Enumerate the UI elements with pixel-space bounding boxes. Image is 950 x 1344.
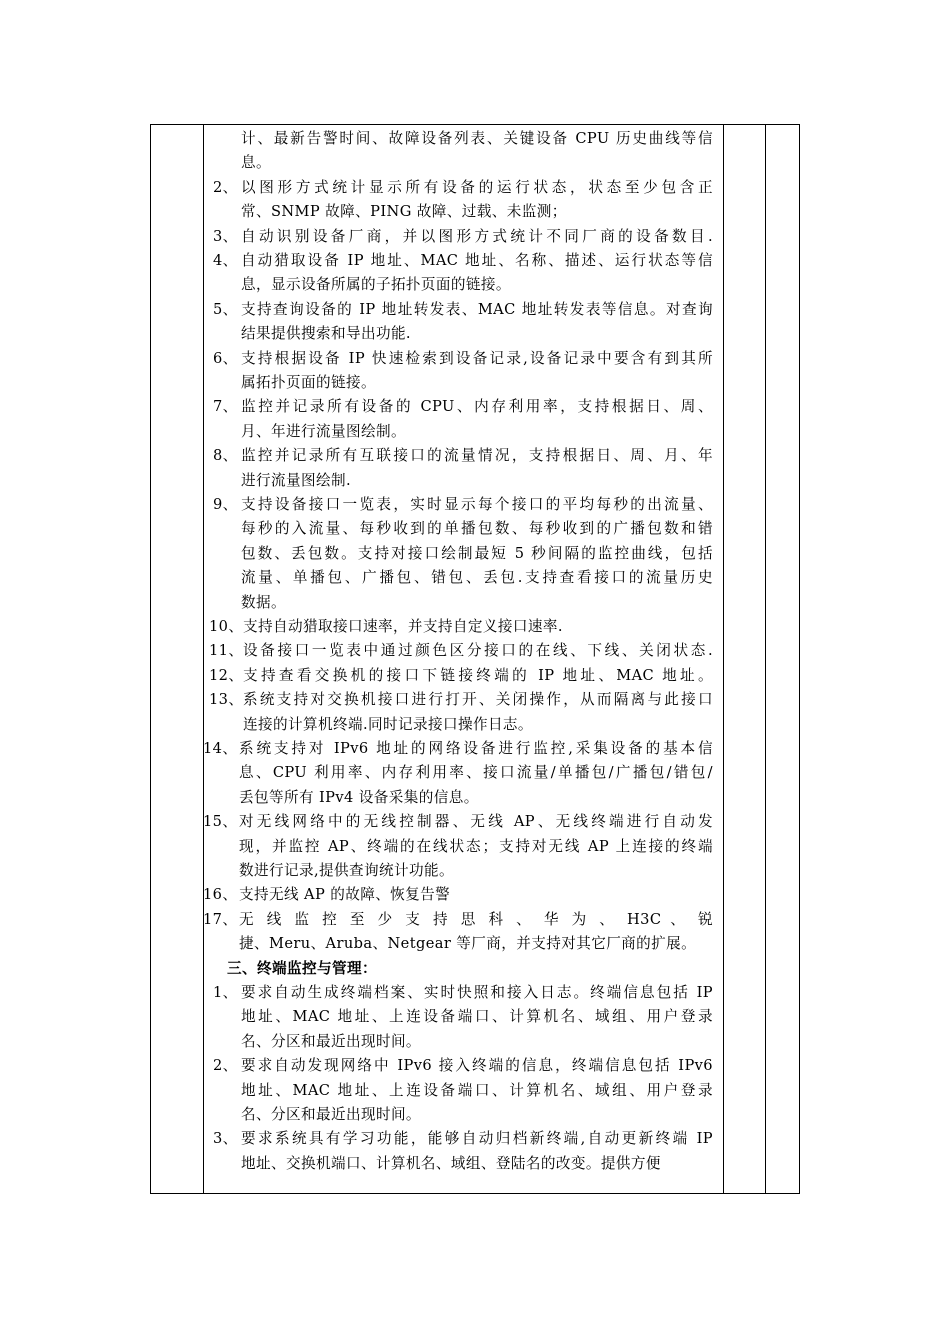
list-item-text: 息，显示设备所属的子拓扑页面的链接。 (241, 276, 511, 294)
list-item-line (203, 810, 723, 834)
list-item-text: 属拓扑页面的链接。 (241, 374, 376, 391)
list-item-line (203, 347, 723, 371)
list-item-number: 14、 (203, 740, 238, 757)
list-item-line (203, 761, 723, 785)
list-item-text: 要求系统具有学习功能，能够自动归档新终端,自动更新终端 IP (241, 1130, 713, 1148)
list-item-line (203, 1127, 723, 1151)
list-item-number: 5、 (213, 300, 238, 318)
list-item-text: 捷、Meru、Aruba、Netgear 等厂商，并支持对其它厂商的扩展。 (239, 935, 697, 953)
list-item-number: 2、 (213, 1057, 238, 1075)
list-item-number: 11、 (209, 642, 244, 660)
list-item-line (203, 176, 723, 200)
list-item-number: 3、 (213, 1130, 238, 1148)
list-item-line (203, 737, 723, 761)
list-item-text: 支持无线 AP 的故障、恢复告警 (239, 886, 451, 904)
list-item-line (203, 1079, 723, 1103)
list-item-line (203, 273, 723, 297)
list-item-line (203, 322, 723, 346)
list-item-line (203, 1152, 723, 1176)
list-item-line (203, 688, 723, 712)
list-item-number: 4、 (213, 252, 238, 269)
list-item-text: 支持查看交换机的接口下链接终端的 IP 地址、MAC 地址。 (243, 666, 713, 684)
column-divider (723, 125, 724, 1193)
section-heading (203, 957, 723, 981)
requirements-cell (203, 125, 723, 1195)
list-item-text: 监控并记录所有互联接口的流量情况，支持根据日、周、月、年 (241, 447, 713, 465)
list-item-line (203, 932, 723, 956)
list-item-text: 连接的计算机终端.同时记录接口操作日志。 (243, 715, 533, 733)
list-item-text: 计、最新告警时间、故障设备列表、关键设备 CPU 历史曲线等信 (241, 130, 713, 147)
list-item-line (203, 127, 723, 151)
list-item-line (203, 444, 723, 468)
list-item-line (203, 615, 723, 639)
list-item-line (203, 664, 723, 688)
list-item-line (203, 981, 723, 1005)
list-item-text: 进行流量图绘制. (241, 471, 351, 489)
list-item-line (203, 371, 723, 395)
list-item-text: 地址、MAC 地址、上连设备端口、计算机名、域组、用户登录 (241, 1008, 713, 1026)
list-item-number: 8、 (213, 447, 238, 465)
list-item-number: 12、 (209, 666, 244, 684)
list-item-number: 17、 (203, 910, 238, 928)
list-item-line (203, 908, 723, 932)
list-item-text: 流量、单播包、广播包、错包、丢包.支持查看接口的流量历史 (241, 569, 713, 587)
list-item-text: 包数、丢包数。支持对接口绘制最短 5 秒间隔的监控曲线，包括 (241, 544, 713, 562)
list-item-line (203, 591, 723, 615)
list-item-line (203, 151, 723, 175)
list-item-text: 支持查询设备的 IP 地址转发表、MAC 地址转发表等信息。对查询 (241, 300, 713, 318)
list-item-text: 要求自动发现网络中 IPv6 接入终端的信息，终端信息包括 IPv6 (241, 1057, 713, 1075)
list-item-number: 9、 (213, 496, 238, 513)
list-item-line (203, 249, 723, 273)
list-item-text: 数进行记录,提供查询统计功能。 (239, 862, 454, 879)
list-item-text: 名、分区和最近出现时间。 (241, 1032, 421, 1050)
list-item-text: 息、CPU 利用率、内存利用率、接口流量/单播包/广播包/错包/ (239, 764, 713, 782)
list-item-text: 自动识别设备厂商，并以图形方式统计不同厂商的设备数目. (241, 227, 713, 245)
list-item-text: 支持设备接口一览表，实时显示每个接口的平均每秒的出流量、 (241, 496, 713, 513)
list-item-text: 支持自动猎取接口速率，并支持自定义接口速率. (243, 618, 563, 635)
list-item-text: 对无线网络中的无线控制器、无线 AP、无线终端进行自动发 (239, 813, 713, 831)
column-divider (765, 125, 766, 1193)
list-item-text: 结果提供搜索和导出功能. (241, 325, 411, 343)
list-item-line (203, 566, 723, 590)
list-item-number: 16、 (203, 886, 238, 904)
list-item-text: 系统支持对 IPv6 地址的网络设备进行监控,采集设备的基本信 (239, 740, 713, 757)
list-item-text: 支持根据设备 IP 快速检索到设备记录,设备记录中要含有到其所 (241, 349, 713, 367)
list-item-number: 2、 (213, 178, 238, 196)
list-item-text: 每秒的入流量、每秒收到的单播包数、每秒收到的广播包数和错 (241, 520, 713, 538)
list-item-line (203, 1103, 723, 1127)
list-item-text: 无 线 监 控 至 少 支 持 思 科 、 华 为 、 H3C 、 锐 (239, 910, 713, 928)
list-item-text: 常、SNMP 故障、PING 故障、过载、未监测； (241, 203, 567, 221)
list-item-text: 地址、交换机端口、计算机名、域组、登陆名的改变。提供方便 (241, 1154, 661, 1172)
list-item-number: 15、 (203, 813, 238, 831)
list-item-line (203, 1005, 723, 1029)
section-heading-text: 三、终端监控与管理： (227, 959, 377, 977)
list-item-number: 10、 (209, 618, 244, 635)
list-item-text: 自动猎取设备 IP 地址、MAC 地址、名称、描述、运行状态等信 (241, 252, 713, 269)
list-item-text: 丢包等所有 IPv4 设备采集的信息。 (239, 788, 479, 806)
list-item-number: 3、 (213, 227, 238, 245)
list-item-number: 6、 (213, 349, 238, 367)
list-item-line (203, 493, 723, 517)
list-item-line (203, 542, 723, 566)
list-item-number: 1、 (213, 984, 238, 1001)
list-item-line (203, 517, 723, 541)
list-item-text: 要求自动生成终端档案、实时快照和接入日志。终端信息包括 IP (241, 984, 713, 1001)
list-item-line (203, 395, 723, 419)
requirements-table (150, 124, 800, 1194)
list-item-text: 以图形方式统计显示所有设备的运行状态，状态至少包含正 (241, 178, 713, 196)
list-item-line (203, 713, 723, 737)
list-item-line (203, 469, 723, 493)
list-item-text: 系统支持对交换机接口进行打开、关闭操作，从而隔离与此接口 (243, 691, 713, 709)
list-item-text: 息。 (241, 154, 271, 172)
list-item-number: 13、 (209, 691, 244, 709)
list-item-text: 地址、MAC 地址、上连设备端口、计算机名、域组、用户登录 (241, 1081, 713, 1099)
list-item-text: 现，并监控 AP、终端的在线状态；支持对无线 AP 上连接的终端 (239, 837, 713, 855)
list-item-line (203, 420, 723, 444)
list-item-text: 设备接口一览表中通过颜色区分接口的在线、下线、关闭状态. (243, 642, 713, 660)
list-item-text: 监控并记录所有设备的 CPU、内存利用率，支持根据日、周、 (241, 398, 713, 416)
list-item-line (203, 298, 723, 322)
list-item-line (203, 835, 723, 859)
list-item-line (203, 225, 723, 249)
list-item-line (203, 786, 723, 810)
list-item-number: 7、 (213, 398, 238, 416)
list-item-text: 数据。 (241, 593, 286, 611)
list-item-line (203, 200, 723, 224)
list-item-line (203, 1030, 723, 1054)
list-item-text: 名、分区和最近出现时间。 (241, 1106, 421, 1123)
list-item-line (203, 883, 723, 907)
list-item-line (203, 859, 723, 883)
list-item-line (203, 1054, 723, 1078)
list-item-line (203, 639, 723, 663)
list-item-text: 月、年进行流量图绘制。 (241, 422, 406, 440)
